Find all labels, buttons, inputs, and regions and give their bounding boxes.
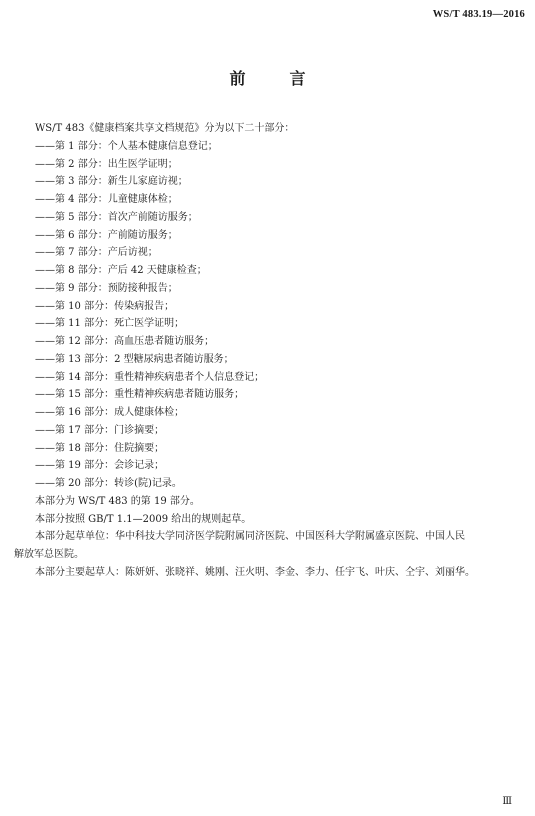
list-item: ——第 20 部分：转诊(院)记录。 <box>35 478 182 489</box>
list-item: ——第 3 部分：新生儿家庭访视； <box>35 176 188 188</box>
list-item: ——第 13 部分：2 型糖尿病患者随访服务； <box>35 353 234 365</box>
list-item: ——第 19 部分：会诊记录； <box>35 460 165 472</box>
list-item: ——第 2 部分：出生医学证明； <box>35 158 178 170</box>
intro-paragraph: WS/T 483《健康档案共享文档规范》分为以下二十部分： <box>35 123 295 134</box>
list-item: ——第 8 部分：产后 42 天健康检查； <box>35 265 207 276</box>
list-item: ——第 17 部分：门诊摘要； <box>35 424 165 436</box>
list-item: ——第 18 部分：住院摘要； <box>35 442 165 454</box>
list-item: ——第 11 部分：死亡医学证明； <box>35 318 185 330</box>
drafting-units-continuation: 解放军总医院。 <box>14 549 84 560</box>
list-item: ——第 14 部分：重性精神疾病患者个人信息登记； <box>35 371 265 383</box>
document-body <box>0 120 535 582</box>
parts-list <box>0 138 535 493</box>
list-item: ——第 4 部分：儿童健康体检； <box>35 194 178 205</box>
list-item: ——第 15 部分：重性精神疾病患者随访服务； <box>35 389 245 401</box>
list-item: ——第 12 部分：高血压患者随访服务； <box>35 336 215 347</box>
document-code-header: WS/T 483.19—2016 <box>432 9 525 20</box>
list-item: ——第 6 部分：产前随访服务； <box>35 229 178 241</box>
drafting-units-statement: 本部分起草单位：华中科技大学同济医学院附属同济医院、中国医科大学附属盛京医院、中国人民 <box>35 531 465 543</box>
list-item: ——第 16 部分：成人健康体检； <box>35 407 185 418</box>
page-title: 前 言 <box>229 69 320 88</box>
drafting-rule-statement: 本部分按照 GB/T 1.1—2009 给出的规则起草。 <box>35 513 252 525</box>
list-item: ——第 5 部分：首次产前随访服务； <box>35 211 198 223</box>
list-item: ——第 9 部分：预防接种报告； <box>35 282 178 294</box>
part-of-statement: 本部分为 WS/T 483 的第 19 部分。 <box>35 495 200 507</box>
list-item: ——第 1 部分：个人基本健康信息登记； <box>35 140 218 152</box>
page-number: Ⅲ <box>502 796 512 807</box>
list-item: ——第 7 部分：产后访视； <box>35 247 158 259</box>
list-item: ——第 10 部分：传染病报告； <box>35 300 175 312</box>
drafters-statement: 本部分主要起草人：陈妍妍、张晓祥、姚刚、汪火明、李金、李力、任宇飞、叶庆、仝宇、刘丽华。 <box>35 566 475 578</box>
